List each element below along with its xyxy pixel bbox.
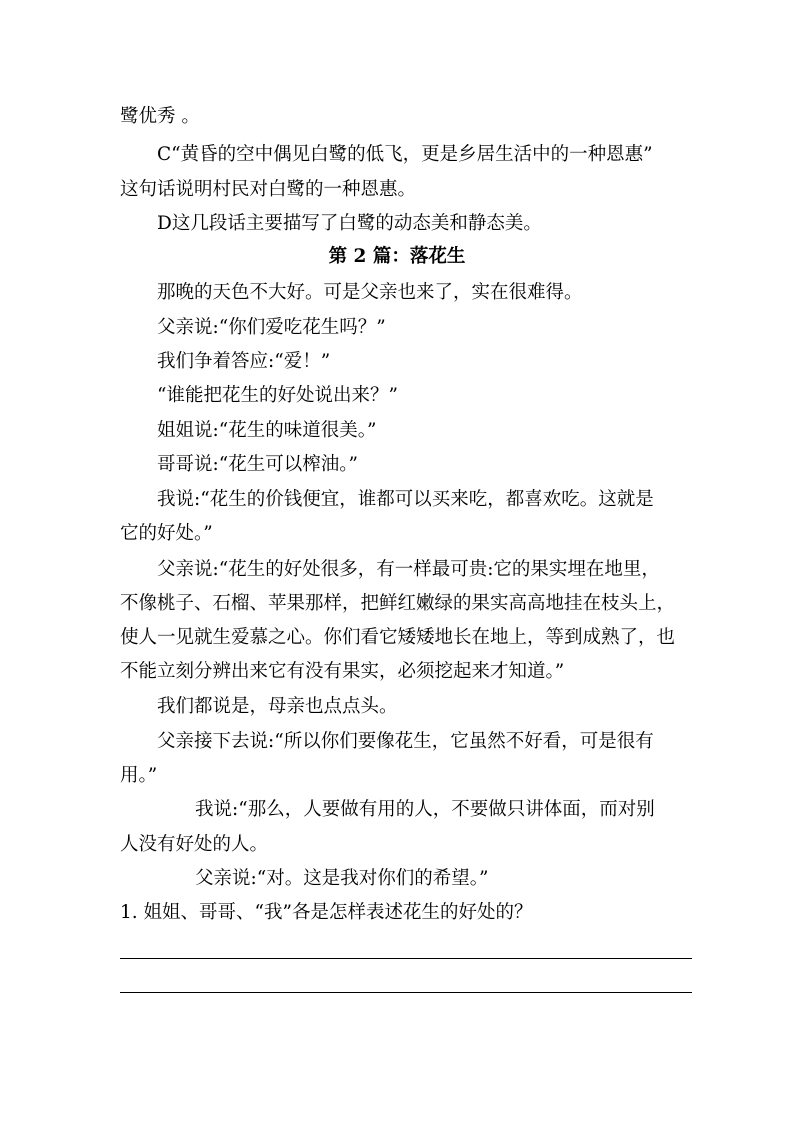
text-line: 我们都说是，母亲也点点头。: [157, 696, 398, 717]
text-line: 不能立刻分辨出来它有没有果实，必须挖起来才知道。”: [120, 661, 565, 682]
text-line: 父亲说:“你们爱吃花生吗？”: [157, 317, 386, 338]
text-line: 父亲说:“对。这是我对你们的希望。”: [195, 868, 489, 889]
text-line: 鹭优秀 。: [120, 106, 200, 127]
text-line: 父亲接下去说:“所以你们要像花生，它虽然不好看，可是很有: [157, 731, 654, 752]
text-line: 我说:“花生的价钱便宜，谁都可以买来吃，都喜欢吃。这就是: [157, 489, 654, 510]
text-line: 这句话说明村民对白鹭的一种恩惠。: [120, 179, 417, 200]
text-line: 不像桃子、石榴、苹果那样，把鲜红嫩绿的果实高高地挂在枝头上，: [120, 593, 676, 614]
answer-line[interactable]: [120, 992, 692, 993]
text-line: 父亲说:“花生的好处很多，有一样最可贵:它的果实埋在地里，: [157, 559, 660, 580]
text-line: 用。”: [120, 765, 158, 786]
option-c: C“黄昏的空中偶见白鹭的低飞，更是乡居生活中的一种恩惠”: [157, 144, 653, 165]
text-line: 使人一见就生爱慕之心。你们看它矮矮地长在地上，等到成熟了，也: [120, 627, 676, 648]
text-line: 人没有好处的人。: [120, 834, 269, 855]
text-line: 那晚的天色不大好。可是父亲也来了，实在很难得。: [157, 282, 583, 303]
section-title: 第 2 篇：落花生: [328, 246, 466, 267]
answer-line[interactable]: [120, 958, 692, 959]
question-1: 1. 姐姐、哥哥、“我”各是怎样表述花生的好处的？: [120, 902, 533, 923]
option-d: D这几段话主要描写了白鹭的动态美和静态美。: [157, 213, 542, 234]
text-line: 我说:“那么，人要做有用的人，不要做只讲体面，而对别: [195, 799, 655, 820]
text-line: 哥哥说:“花生可以榨油。”: [157, 454, 358, 475]
text-line: 姐姐说:“花生的味道很美。”: [157, 420, 377, 441]
text-line: 我们争着答应:“爱！”: [157, 351, 331, 372]
text-line: “谁能把花生的好处说出来？”: [157, 385, 398, 406]
text-line: 它的好处。”: [120, 523, 213, 544]
